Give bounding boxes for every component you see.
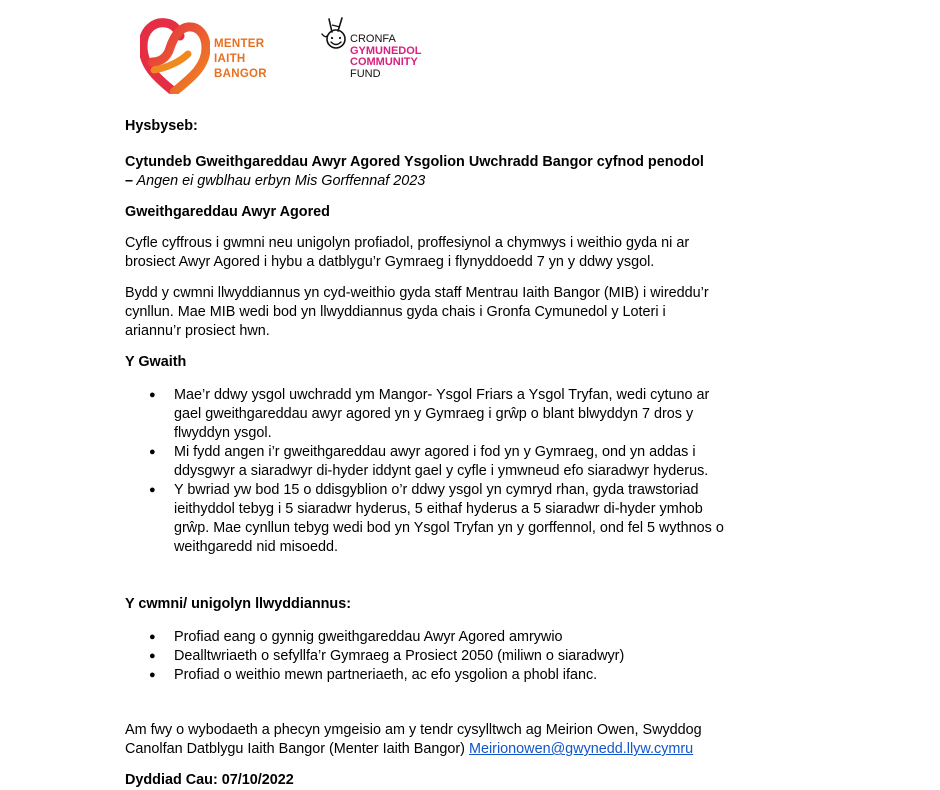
contact-email-link[interactable]: Meirionowen@gwynedd.llyw.cymru xyxy=(468,741,694,757)
contact-paragraph xyxy=(125,721,725,759)
list-item-text: Profiad eang o gynnig gweithgareddau Awyr Agored amrywio xyxy=(174,629,563,645)
list-item xyxy=(125,666,725,685)
section-heading-successful-candidate: Y cwmni/ unigolyn llwyddiannus: xyxy=(125,596,352,612)
lottery-logo-line1: CRONFA xyxy=(350,33,396,45)
menter-logo-line3: BANGOR xyxy=(214,68,267,80)
lottery-community-fund-logo xyxy=(320,14,460,94)
menter-logo-line1: MENTER xyxy=(214,38,265,50)
paragraph-opportunity: Cyfle cyffrous i gwmni neu unigolyn profiadol, proffesiynol a chymwys i weithio gyda ni ar brosiect Awyr Agored i hybu a datblygu’r Gymraeg i flynyddoedd 7 yn y ddwy ysgol. xyxy=(125,235,690,270)
section-heading-the-work: Y Gwaith xyxy=(125,354,187,370)
list-item xyxy=(125,628,725,647)
document-title: Cytundeb Gweithgareddau Awyr Agored Ysgolion Uwchradd Bangor cyfnod penodol xyxy=(125,154,704,170)
menter-iaith-bangor-logo xyxy=(140,18,290,94)
advert-label: Hysbyseb: xyxy=(125,118,198,134)
menter-logo-text xyxy=(214,37,267,82)
paragraph-partnership: Bydd y cwmni llwyddiannus yn cyd-weithio gyda staff Mentrau Iaith Bangor (MIB) i wireddu’r cynllun. Mae MIB wedi bod yn llwyddiannus gyda chais i Gronfa Cymunedol y Loteri i ariannu’r prosiect hwn. xyxy=(125,285,709,339)
list-item xyxy=(125,443,725,481)
section-heading-outdoor-activities: Gweithgareddau Awyr Agored xyxy=(125,204,330,220)
header-logos xyxy=(140,14,460,94)
contact-text: Am fwy o wybodaeth a phecyn ymgeisio am y tendr cysylltwch ag Meirion Owen, Swyddog Canolfan Datblygu Iaith Bangor (Menter Iaith Bangor) xyxy=(125,722,702,757)
document-body xyxy=(125,117,725,790)
document-subtitle xyxy=(125,172,725,191)
lottery-logo-line4: FUND xyxy=(350,67,381,80)
bullet-icon: ● xyxy=(149,631,156,643)
list-item-text: Mae’r ddwy ysgol uwchradd ym Mangor- Ysgol Friars a Ysgol Tryfan, wedi cytuno ar gael gweithgareddau awyr agored yn y Gymraeg i grŵp o blant blwyddyn 7 dros y flwyddyn ysgol. xyxy=(174,387,710,441)
lottery-logo-text xyxy=(350,34,422,80)
list-item-text: Dealltwriaeth o sefyllfa’r Gymraeg a Prosiect 2050 (miliwn o siaradwyr) xyxy=(174,648,625,664)
list-item-text: Mi fydd angen i’r gweithgareddau awyr agored i fod yn y Gymraeg, ond yn addas i ddysgwyr a siaradwyr di-hyder iddynt gael y cyfle i ymwneud efo siaradwyr hyderus. xyxy=(174,444,709,479)
work-list xyxy=(125,386,725,557)
heart-logo-icon xyxy=(140,18,210,94)
list-item xyxy=(125,481,725,557)
bullet-icon: ● xyxy=(149,669,156,681)
bullet-icon: ● xyxy=(149,389,156,401)
lottery-logo-line3: COMMUNITY xyxy=(350,56,418,68)
list-item-text: Profiad o weithio mewn partneriaeth, ac efo ysgolion a phobl ifanc. xyxy=(174,667,598,683)
list-item-text: Y bwriad yw bod 15 o ddisgyblion o’r ddwy ysgol yn cymryd rhan, gyda trawstoriad ieithyddol tebyg i 5 siaradwr hyderus, 5 eithaf hyderus a 5 siaradwr di-hyder ymhob grŵp. Mae cynllun tebyg wedi bod yn Ysgol Tryfan yn y gorffennol, ond fel 5 wythnos o weithgaredd nid misoedd. xyxy=(174,482,724,555)
deadline: Dyddiad Cau: 07/10/2022 xyxy=(125,772,294,788)
bullet-icon: ● xyxy=(149,650,156,662)
bullet-icon: ● xyxy=(149,484,156,496)
crossed-fingers-icon xyxy=(320,16,352,52)
lottery-logo-line2: GYMUNEDOL xyxy=(350,44,422,57)
menter-logo-line2: IAITH xyxy=(214,53,246,65)
list-item xyxy=(125,647,725,666)
bullet-icon: ● xyxy=(149,446,156,458)
list-item xyxy=(125,386,725,443)
requirements-list xyxy=(125,628,725,685)
subtitle-text: Angen ei gwblhau erbyn Mis Gorffennaf 2023 xyxy=(133,173,426,189)
subtitle-dash: – xyxy=(125,173,134,189)
